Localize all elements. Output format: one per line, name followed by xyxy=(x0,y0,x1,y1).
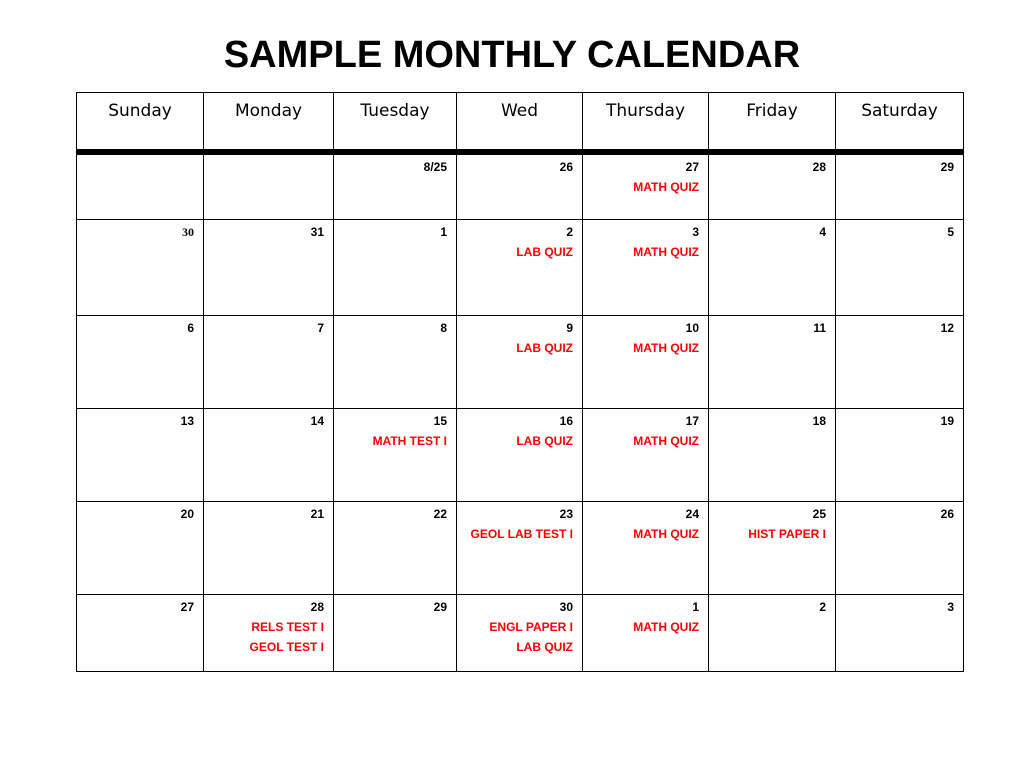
calendar-event: GEOL LAB TEST I xyxy=(470,526,573,541)
day-cell-content xyxy=(334,595,456,615)
calendar-day-cell xyxy=(334,594,457,671)
day-cell-content xyxy=(709,409,835,429)
day-cell-content xyxy=(204,595,333,655)
calendar-event: MATH QUIZ xyxy=(633,526,699,541)
day-cell-content xyxy=(334,220,456,240)
day-number: 11 xyxy=(813,320,826,335)
day-number: 25 xyxy=(812,506,826,521)
calendar-day-cell xyxy=(583,152,709,220)
weekday-header-monday: Monday xyxy=(204,93,334,152)
day-cell-content xyxy=(77,316,203,336)
calendar-event: MATH QUIZ xyxy=(633,179,699,194)
day-cell-content xyxy=(583,502,708,542)
calendar-day-cell xyxy=(583,594,709,671)
calendar-day-cell xyxy=(204,501,334,594)
weekday-header-row xyxy=(77,93,964,152)
calendar-event: LAB QUIZ xyxy=(516,639,573,654)
day-cell-content xyxy=(77,155,203,160)
day-cell-content xyxy=(204,409,333,429)
day-cell-content xyxy=(836,409,963,429)
day-number: 12 xyxy=(940,320,954,335)
day-number: 30 xyxy=(182,224,194,239)
calendar-day-cell xyxy=(709,152,836,220)
day-cell-content xyxy=(334,155,456,175)
day-number: 24 xyxy=(685,506,699,521)
calendar-day-cell xyxy=(457,219,583,315)
calendar-day-cell xyxy=(709,408,836,501)
day-number: 1 xyxy=(440,224,447,239)
calendar-week-row xyxy=(77,152,964,220)
day-cell-content xyxy=(836,595,963,615)
day-cell-content xyxy=(457,316,582,356)
calendar-day-cell xyxy=(334,152,457,220)
calendar-day-cell xyxy=(836,408,964,501)
day-cell-content xyxy=(457,595,582,655)
day-cell-content xyxy=(709,595,835,615)
day-cell-content xyxy=(583,220,708,260)
weekday-header-sunday: Sunday xyxy=(77,93,204,152)
calendar-day-cell xyxy=(457,315,583,408)
calendar-event: HIST PAPER I xyxy=(748,526,826,541)
day-number: 10 xyxy=(685,320,699,335)
calendar-grid xyxy=(76,92,964,672)
calendar-day-cell xyxy=(836,152,964,220)
day-cell-content xyxy=(77,409,203,429)
day-cell-content xyxy=(204,316,333,336)
calendar-day-cell xyxy=(77,219,204,315)
calendar-day-cell xyxy=(709,594,836,671)
calendar-event: MATH QUIZ xyxy=(633,340,699,355)
day-cell-content xyxy=(457,155,582,175)
calendar-event: MATH TEST I xyxy=(372,433,447,448)
calendar-day-cell xyxy=(77,315,204,408)
day-number: 19 xyxy=(940,413,954,428)
calendar-day-cell xyxy=(583,501,709,594)
calendar-day-cell xyxy=(836,219,964,315)
day-number: 20 xyxy=(180,506,194,521)
day-cell-content xyxy=(457,502,582,542)
day-cell-content xyxy=(77,220,203,240)
calendar-day-cell xyxy=(709,219,836,315)
day-number: 4 xyxy=(819,224,826,239)
page-title: SAMPLE MONTHLY CALENDAR xyxy=(223,34,801,76)
calendar-day-cell xyxy=(457,408,583,501)
calendar-week-row xyxy=(77,594,964,671)
calendar-day-cell xyxy=(204,408,334,501)
day-cell-content xyxy=(334,502,456,522)
day-cell-content xyxy=(836,316,963,336)
day-number: 15 xyxy=(433,413,447,428)
day-cell-content xyxy=(334,316,456,336)
day-cell-content xyxy=(77,502,203,522)
calendar-day-cell xyxy=(204,594,334,671)
day-cell-content xyxy=(709,316,835,336)
day-cell-content xyxy=(709,502,835,542)
day-number: 22 xyxy=(433,506,447,521)
day-number: 31 xyxy=(310,224,324,239)
calendar-day-cell xyxy=(77,408,204,501)
calendar-day-cell xyxy=(836,594,964,671)
day-number: 26 xyxy=(940,506,954,521)
calendar-day-cell xyxy=(583,219,709,315)
day-cell-content xyxy=(836,502,963,522)
day-cell-content xyxy=(77,595,203,615)
day-cell-content xyxy=(583,155,708,195)
day-cell-content xyxy=(204,220,333,240)
calendar-week-row xyxy=(77,408,964,501)
day-number: 17 xyxy=(685,413,699,428)
weekday-header-tuesday: Tuesday xyxy=(334,93,457,152)
day-number: 7 xyxy=(317,320,324,335)
calendar-event: MATH QUIZ xyxy=(633,433,699,448)
calendar-day-cell xyxy=(457,501,583,594)
calendar-event: MATH QUIZ xyxy=(633,619,699,634)
calendar-day-cell xyxy=(204,219,334,315)
day-cell-content xyxy=(836,220,963,240)
weekday-header-friday: Friday xyxy=(709,93,836,152)
day-number: 28 xyxy=(310,599,324,614)
day-number: 27 xyxy=(180,599,194,614)
calendar-event: GEOL TEST I xyxy=(249,639,324,654)
calendar-day-cell xyxy=(204,315,334,408)
day-number: 14 xyxy=(310,413,324,428)
weekday-header-wednesday: Wed xyxy=(457,93,583,152)
calendar-day-cell xyxy=(457,594,583,671)
calendar-event: LAB QUIZ xyxy=(516,340,573,355)
calendar-event: LAB QUIZ xyxy=(516,433,573,448)
day-number: 27 xyxy=(685,159,699,174)
calendar-day-cell xyxy=(836,315,964,408)
calendar-week-row xyxy=(77,501,964,594)
calendar-day-cell xyxy=(77,152,204,220)
day-number: 8/25 xyxy=(423,159,447,174)
calendar-week-row xyxy=(77,315,964,408)
day-number: 9 xyxy=(566,320,573,335)
day-cell-content xyxy=(709,155,835,175)
day-number: 5 xyxy=(947,224,954,239)
calendar-day-cell xyxy=(334,219,457,315)
day-cell-content xyxy=(204,502,333,522)
day-cell-content xyxy=(204,155,333,160)
day-number: 29 xyxy=(433,599,447,614)
day-cell-content xyxy=(457,409,582,449)
day-number: 16 xyxy=(559,413,573,428)
weekday-header-saturday: Saturday xyxy=(836,93,964,152)
calendar-day-cell xyxy=(334,408,457,501)
calendar-day-cell xyxy=(836,501,964,594)
calendar-day-cell xyxy=(709,315,836,408)
day-number: 3 xyxy=(947,599,954,614)
calendar-event: MATH QUIZ xyxy=(633,244,699,259)
calendar-event: LAB QUIZ xyxy=(516,244,573,259)
calendar-day-cell xyxy=(77,501,204,594)
calendar-day-cell xyxy=(334,501,457,594)
day-number: 21 xyxy=(310,506,324,521)
day-cell-content xyxy=(583,316,708,356)
day-number: 26 xyxy=(559,159,573,174)
calendar-day-cell xyxy=(334,315,457,408)
day-number: 2 xyxy=(819,599,826,614)
calendar-event: ENGL PAPER I xyxy=(489,619,573,634)
day-number: 6 xyxy=(187,320,194,335)
calendar-day-cell xyxy=(457,152,583,220)
calendar-day-cell xyxy=(583,315,709,408)
day-number: 28 xyxy=(812,159,826,174)
calendar-week-row xyxy=(77,219,964,315)
day-number: 2 xyxy=(566,224,573,239)
day-number: 13 xyxy=(180,413,194,428)
day-number: 1 xyxy=(692,599,699,614)
day-number: 29 xyxy=(940,159,954,174)
day-cell-content xyxy=(583,595,708,635)
calendar-day-cell xyxy=(583,408,709,501)
calendar-day-cell xyxy=(77,594,204,671)
day-number: 23 xyxy=(559,506,573,521)
calendar-day-cell xyxy=(709,501,836,594)
day-number: 8 xyxy=(440,320,447,335)
day-cell-content xyxy=(836,155,963,175)
day-cell-content xyxy=(583,409,708,449)
calendar-day-cell xyxy=(204,152,334,220)
day-cell-content xyxy=(457,220,582,260)
day-number: 3 xyxy=(692,224,699,239)
day-number: 18 xyxy=(812,413,826,428)
day-cell-content xyxy=(709,220,835,240)
weekday-header-thursday: Thursday xyxy=(583,93,709,152)
calendar-event: RELS TEST I xyxy=(251,619,324,634)
day-cell-content xyxy=(334,409,456,449)
day-number: 30 xyxy=(559,599,573,614)
